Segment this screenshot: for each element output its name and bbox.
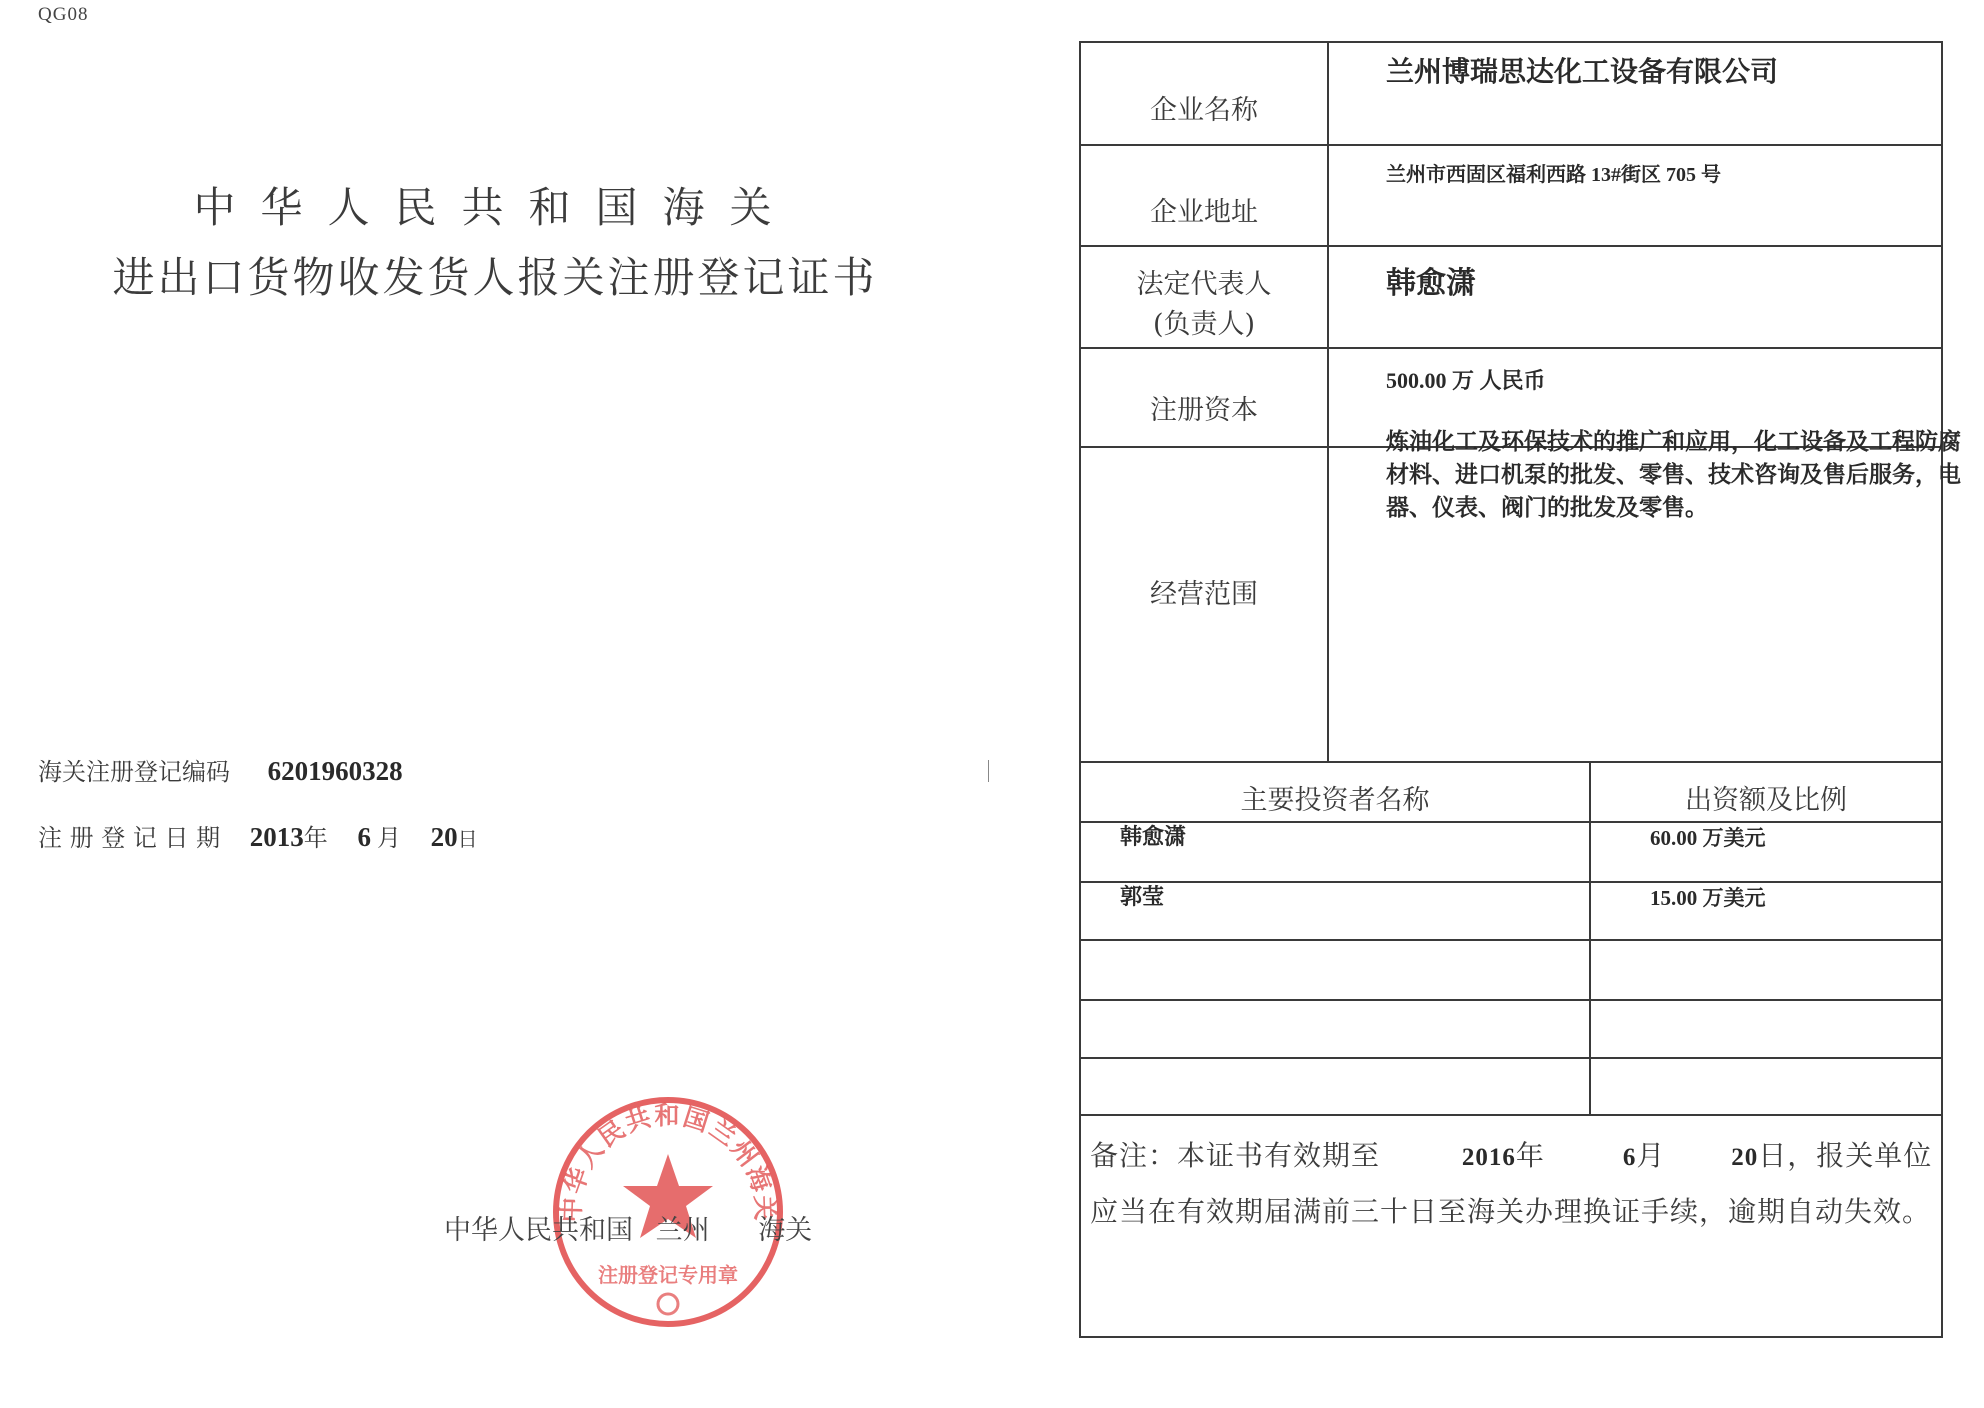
scope-label: 经营范围 [1150, 579, 1258, 610]
investor-row-2-amount: 15.00 万美元 [1650, 886, 1766, 910]
registration-day: 20 [430, 822, 458, 852]
company-name-value: 兰州博瑞思达化工设备有限公司 [1386, 57, 1779, 88]
registration-day-unit: 日 [457, 827, 478, 851]
seal-mark-icon [658, 1294, 678, 1314]
address-value: 兰州市西固区福利西路 13#街区 705 号 [1386, 164, 1721, 186]
remark-suffix: 日，报关单位 [1758, 1139, 1933, 1172]
seal-bottom-text: 注册登记专用章 [598, 1263, 738, 1287]
registration-code-label: 海关注册登记编码 [38, 758, 230, 786]
certificate-title-line1: 中华人民共和国海关 [193, 183, 797, 232]
remark-year-unit: 年 [1515, 1139, 1545, 1172]
issuer-prefix: 中华人民共和国 [444, 1215, 633, 1246]
registration-month-unit: 月 [376, 824, 401, 852]
registration-code-line [38, 752, 403, 787]
remark-year: 2016 [1461, 1144, 1516, 1171]
registration-date-line [38, 818, 478, 853]
company-name-label: 企业名称 [1150, 95, 1258, 126]
capital-value: 500.00 万 人民币 [1386, 368, 1546, 393]
scope-value: 炼油化工及环保技术的推广和应用，化工设备及工程防腐材料、进口机泵的批发、零售、技术咨询及售后服务，电器、仪表、阀门的批发及零售。 [1386, 429, 1961, 520]
form-code: QG08 [38, 4, 89, 25]
registration-year-unit: 年 [303, 824, 328, 852]
registration-date-label: 注 册 登 记 日 期 [38, 824, 221, 852]
registration-year: 2013 [249, 822, 304, 852]
remark-prefix: 备注：本证书有效期至 [1090, 1139, 1381, 1172]
issuer-line [444, 1208, 812, 1247]
investor-row-2-name: 郭莹 [1120, 884, 1165, 909]
remark-month: 6 [1622, 1144, 1637, 1171]
remark-line1 [1090, 1134, 1932, 1174]
certificate-title-line2: 进出口货物收发货人报关注册登记证书 [112, 253, 878, 302]
remark-month-unit: 月 [1636, 1139, 1666, 1172]
issuer-suffix: 海关 [758, 1215, 813, 1246]
registration-code-value: 6201960328 [267, 756, 403, 786]
seal-top-text: 中华人民共和国兰州海关 [556, 1101, 780, 1223]
address-label: 企业地址 [1150, 197, 1258, 228]
issuer-city: 兰州 [655, 1215, 710, 1246]
registration-month: 6 [357, 822, 371, 852]
investor-row-1-amount: 60.00 万美元 [1650, 826, 1766, 850]
remark-line2: 应当在有效期届满前三十日至海关办理换证手续，逾期自动失效。 [1090, 1195, 1932, 1228]
legal-rep-label-sub: (负责人) [1152, 309, 1256, 340]
legal-rep-value: 韩愈潇 [1386, 267, 1476, 300]
investor-amount-header: 出资额及比例 [1685, 785, 1847, 816]
investor-row-1-name: 韩愈潇 [1120, 824, 1187, 849]
investor-name-header: 主要投资者名称 [1240, 785, 1430, 816]
fold-mark [988, 760, 989, 782]
legal-rep-label: 法定代表人 [1136, 269, 1272, 300]
capital-label: 注册资本 [1150, 395, 1258, 426]
remark-day: 20 [1731, 1144, 1759, 1171]
